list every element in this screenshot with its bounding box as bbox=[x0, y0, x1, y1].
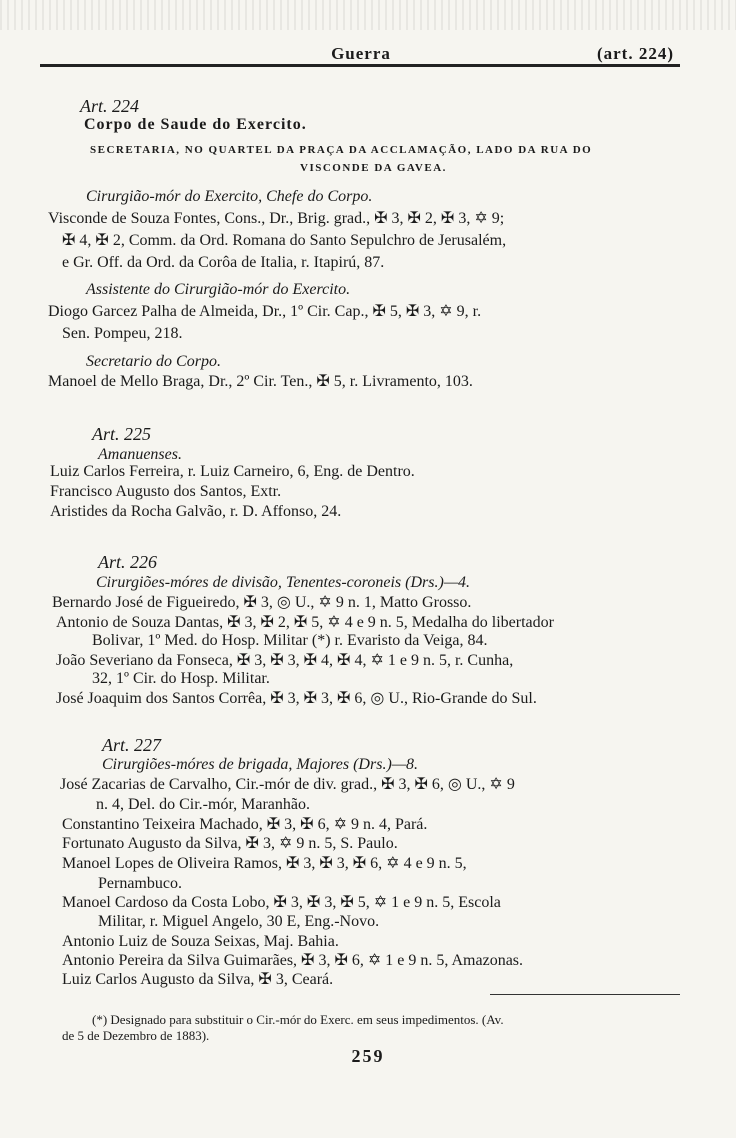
article-224-label: Art. 224 bbox=[80, 96, 140, 116]
entry-line: Manoel Lopes de Oliveira Ramos, ✠ 3, ✠ 3, ✠ 6, ✡ 4 e 9 n. 5, bbox=[62, 855, 467, 872]
entry-line: Aristides da Rocha Galvão, r. D. Affonso, 24. bbox=[50, 503, 342, 520]
entry-line: 32, 1º Cir. do Hosp. Militar. bbox=[92, 670, 270, 687]
entry-line: e Gr. Off. da Ord. da Corôa de Italia, r. Itapirú, 87. bbox=[62, 254, 385, 271]
footnote-line: (*) Designado para substituir o Cir.-mór do Exerc. em seus impedimentos. (Av. bbox=[92, 1012, 504, 1027]
article-224-title: Corpo de Saude do Exercito. bbox=[84, 116, 307, 133]
footnote-rule bbox=[490, 994, 680, 995]
entry-line: Sen. Pompeu, 218. bbox=[62, 325, 183, 342]
role-secretario: Secretario do Corpo. bbox=[86, 353, 221, 370]
entry-line: ✠ 4, ✠ 2, Comm. da Ord. Romana do Santo Sepulchro de Jerusalém, bbox=[62, 232, 507, 249]
entry-line: Fortunato Augusto da Silva, ✠ 3, ✡ 9 n. 5, S. Paulo. bbox=[62, 835, 398, 852]
role-cirurgiao-mor: Cirurgião-mór do Exercito, Chefe do Corpo. bbox=[86, 188, 373, 205]
role-amanuenses: Amanuenses. bbox=[98, 446, 182, 463]
role-assistente: Assistente do Cirurgião-mór do Exercito. bbox=[86, 281, 351, 298]
entry-line: Constantino Teixeira Machado, ✠ 3, ✠ 6, ✡ 9 n. 4, Pará. bbox=[62, 816, 428, 833]
entry-line: José Joaquim dos Santos Corrêa, ✠ 3, ✠ 3, ✠ 6, ◎ U., Rio-Grande do Sul. bbox=[56, 690, 537, 707]
header-section: Guerra bbox=[331, 44, 391, 63]
entry-line: Militar, r. Miguel Angelo, 30 E, Eng.-Novo. bbox=[98, 913, 380, 930]
entry-line: Bernardo José de Figueiredo, ✠ 3, ◎ U., ✡ 9 n. 1, Matto Grosso. bbox=[52, 594, 472, 611]
entry-line: Antonio Luiz de Souza Seixas, Maj. Bahia. bbox=[62, 933, 339, 950]
entry-line: Bolivar, 1º Med. do Hosp. Militar (*) r. Evaristo da Veiga, 84. bbox=[92, 632, 488, 649]
article-225-label: Art. 225 bbox=[92, 424, 152, 444]
entry-line: João Severiano da Fonseca, ✠ 3, ✠ 3, ✠ 4, ✠ 4, ✡ 1 e 9 n. 5, r. Cunha, bbox=[56, 652, 514, 669]
entry-line: Manoel Cardoso da Costa Lobo, ✠ 3, ✠ 3, ✠ 5, ✡ 1 e 9 n. 5, Escola bbox=[62, 894, 501, 911]
entry-line: Luiz Carlos Ferreira, r. Luiz Carneiro, 6, Eng. de Dentro. bbox=[50, 463, 415, 480]
address-line-2: VISCONDE DA GAVEA. bbox=[300, 162, 447, 174]
running-header bbox=[48, 44, 674, 66]
entry-line: Manoel de Mello Braga, Dr., 2º Cir. Ten., ✠ 5, r. Livramento, 103. bbox=[48, 373, 473, 390]
role-cirurgioes-brigada: Cirurgiões-móres de brigada, Majores (Drs.)—8. bbox=[102, 756, 418, 773]
entry-line: Antonio de Souza Dantas, ✠ 3, ✠ 2, ✠ 5, ✡ 4 e 9 n. 5, Medalha do libertador bbox=[56, 614, 554, 631]
entry-line: Diogo Garcez Palha de Almeida, Dr., 1º Cir. Cap., ✠ 5, ✠ 3, ✡ 9, r. bbox=[48, 303, 482, 320]
footnote-line: de 5 de Dezembro de 1883). bbox=[62, 1028, 210, 1043]
scan-noise bbox=[0, 0, 736, 30]
entry-line: Pernambuco. bbox=[98, 875, 182, 892]
header-article: (art. 224) bbox=[596, 44, 674, 63]
article-226-label: Art. 226 bbox=[98, 552, 158, 572]
entry-line: Luiz Carlos Augusto da Silva, ✠ 3, Ceará. bbox=[62, 971, 334, 988]
article-227-label: Art. 227 bbox=[102, 735, 162, 755]
entry-line: Antonio Pereira da Silva Guimarães, ✠ 3, ✠ 6, ✡ 1 e 9 n. 5, Amazonas. bbox=[62, 952, 524, 969]
entry-line: n. 4, Del. do Cir.-mór, Maranhão. bbox=[96, 796, 310, 813]
entry-line: Visconde de Souza Fontes, Cons., Dr., Brig. grad., ✠ 3, ✠ 2, ✠ 3, ✡ 9; bbox=[48, 210, 505, 227]
entry-line: José Zacarias de Carvalho, Cir.-mór de div. grad., ✠ 3, ✠ 6, ◎ U., ✡ 9 bbox=[60, 776, 515, 793]
page-number: 259 bbox=[351, 1046, 385, 1066]
role-cirurgioes-divisao: Cirurgiões-móres de divisão, Tenentes-coroneis (Drs.)—4. bbox=[96, 574, 471, 591]
header-rule bbox=[40, 64, 680, 67]
entry-line: Francisco Augusto dos Santos, Extr. bbox=[50, 483, 282, 500]
address-line-1: SECRETARIA, NO QUARTEL DA PRAÇA DA ACCLAMAÇÃO, LADO DA RUA DO bbox=[90, 144, 593, 156]
